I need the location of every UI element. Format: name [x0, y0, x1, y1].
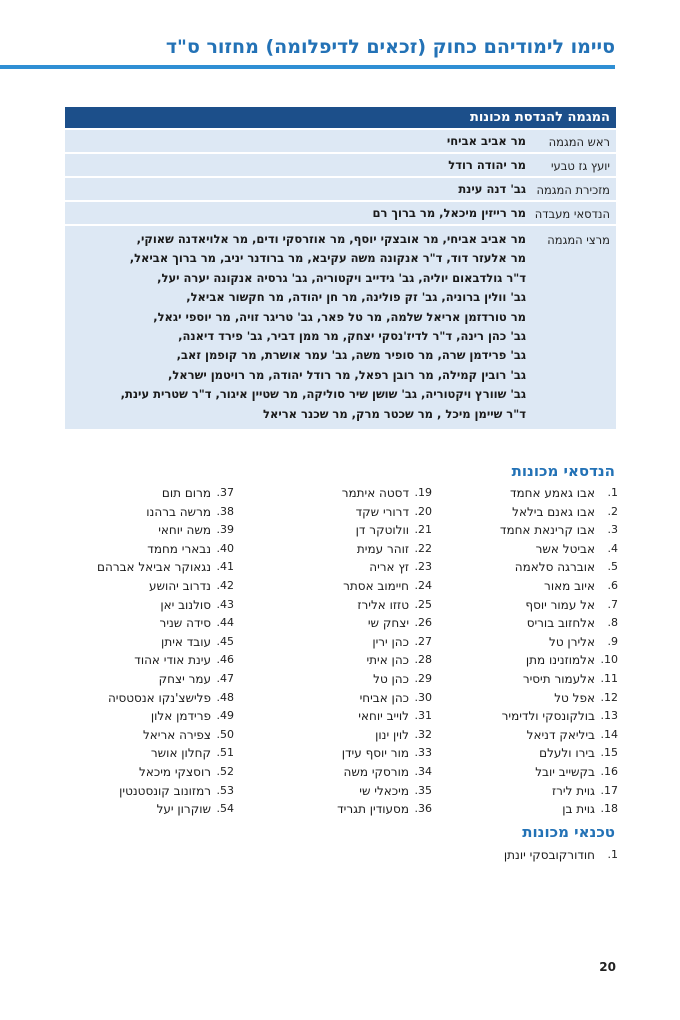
- item-number: 10.: [600, 653, 618, 667]
- item-number: 4.: [607, 541, 618, 555]
- list-item: [54, 577, 234, 596]
- graduate-name: אלמוזנינו מתן: [525, 653, 595, 668]
- item-number: 37.: [216, 486, 234, 499]
- list-item: [252, 726, 432, 745]
- names-line: גב' וולין ברוניה, גב' זק פולינה, מר חן יהודה, מר חקשור אביאל,: [186, 290, 526, 305]
- graduate-name: צפירה אריאל: [142, 727, 211, 742]
- item-number: 17.: [600, 783, 618, 797]
- graduate-name: אפל טל: [554, 690, 595, 705]
- graduate-name: לוייב יוחאי: [358, 709, 409, 724]
- item-number: 39.: [216, 523, 234, 537]
- item-number: 43.: [216, 597, 234, 611]
- department-table: [65, 107, 616, 429]
- graduate-name: זוהר עמית: [356, 541, 409, 556]
- item-number: 25.: [414, 597, 432, 611]
- graduate-name: רוסצקי מיכאל: [139, 764, 211, 779]
- graduate-name: פרידמן אלון: [150, 709, 211, 724]
- item-number: 54.: [216, 802, 234, 816]
- names-line: ד"ר גולדבאום יוליה, גב' גידייב ויקטוריה, גב' גרסיה אנקונה יערה יעל,: [157, 270, 526, 285]
- list-item: [448, 540, 618, 559]
- list-item: [448, 484, 618, 503]
- graduate-name: אבו קרינאת אחמד: [499, 523, 595, 538]
- technicians-section-title: טכנאי מכונות: [522, 823, 615, 841]
- list-item: [252, 521, 432, 540]
- graduate-name: אבו גאנם בילאל: [512, 504, 595, 519]
- names-line: גב' רובין קמילה, מר רובן רפאל, מר רודל יהודה, מר רויטמן ישראל,: [167, 367, 526, 382]
- names-line: מר טורדזמן אריאל שלמה, מר טל פאר, גב' טריגר זויה, מר יוספי יגאל,: [153, 309, 526, 324]
- item-number: 34.: [414, 764, 432, 778]
- list-item: [54, 744, 234, 763]
- graduate-name: כהן אביחי: [359, 690, 409, 705]
- item-number: 5.: [607, 560, 618, 574]
- item-number: 31.: [414, 709, 432, 723]
- graduate-name: שוקרון יעל: [156, 802, 211, 817]
- item-number: 12.: [600, 690, 618, 704]
- item-number: 13.: [600, 709, 618, 723]
- graduate-name: בקשייב יובל: [535, 764, 595, 779]
- graduate-name: עינת אודי אהוד: [134, 653, 211, 668]
- graduate-name: כהן טל: [373, 671, 409, 686]
- item-number: 1.: [607, 848, 618, 861]
- graduate-name: נגאוקר אביאל אברהם: [97, 560, 211, 575]
- role-label: יועץ גז טבעי: [550, 159, 610, 173]
- graduate-name: כהן ירין: [372, 634, 409, 649]
- list-item: [54, 540, 234, 559]
- item-number: 2.: [607, 504, 618, 518]
- item-number: 19.: [414, 486, 432, 499]
- graduate-name: יצחק שי: [367, 616, 409, 631]
- list-item: [54, 800, 234, 819]
- list-item: [448, 558, 618, 577]
- list-item: [252, 577, 432, 596]
- list-item: [54, 614, 234, 633]
- technicians-list: [418, 846, 618, 865]
- list-item: [252, 782, 432, 801]
- list-item: [54, 726, 234, 745]
- item-number: 7.: [607, 597, 618, 611]
- graduates-column-2: [252, 484, 432, 819]
- names-line: מר אביב אביחי: [446, 134, 526, 148]
- list-item: [252, 484, 432, 503]
- names-line: גב' שוורץ ויקטוריה, גב' שושן שיר סוליקה, מר שטיין איגור, ד"ר שטרית עינת,: [120, 387, 526, 402]
- list-item: [252, 707, 432, 726]
- list-item: [252, 614, 432, 633]
- role-label: מרצי המגמה: [547, 233, 610, 247]
- item-number: 22.: [414, 541, 432, 555]
- role-label: ראש המגמה: [548, 135, 610, 149]
- item-number: 29.: [414, 671, 432, 685]
- graduate-name: מסעודין תגריד: [337, 802, 409, 817]
- graduate-name: ביליאק דניאל: [526, 727, 595, 742]
- graduate-name: אבו גאמע אחמד: [509, 486, 595, 500]
- list-item: [448, 503, 618, 522]
- list-item: [448, 651, 618, 670]
- graduate-name: סולנוב יאן: [160, 597, 211, 612]
- page-number: 20: [599, 960, 616, 974]
- graduate-name: נדרוב יהושע: [149, 578, 211, 593]
- department-row: [65, 154, 616, 176]
- graduate-name: אלירן טל: [549, 634, 595, 649]
- item-number: 33.: [414, 746, 432, 760]
- item-number: 45.: [216, 634, 234, 648]
- names-line: מר יהודה רודל: [448, 158, 526, 172]
- list-item: [448, 707, 618, 726]
- item-number: 46.: [216, 653, 234, 667]
- department-row: [65, 226, 616, 429]
- item-number: 47.: [216, 671, 234, 685]
- list-item: [54, 689, 234, 708]
- graduate-name: כהן איתי: [366, 653, 409, 668]
- list-item: [252, 670, 432, 689]
- item-number: 44.: [216, 616, 234, 630]
- list-item: [54, 707, 234, 726]
- graduate-name: נבארי מחמד: [147, 541, 211, 556]
- graduate-name: בולקונסקי ולדימיר: [501, 709, 595, 724]
- graduate-name: משה יוחאי: [158, 523, 211, 538]
- engineers-section-title: הנדסאי מכונות: [511, 462, 615, 480]
- graduate-name: איוב מאור: [544, 578, 595, 593]
- role-names: [65, 178, 532, 200]
- graduate-name: אלחזוב בוריס: [526, 616, 595, 631]
- page-title: סיימו לימודיהם כחוק (זכאים לדיפלומה) מחזור ס"ד: [165, 36, 615, 58]
- graduate-name: סידה שניר: [159, 616, 211, 631]
- graduates-column-1: [448, 484, 618, 819]
- list-item: [54, 633, 234, 652]
- graduate-name: לוין ינון: [375, 727, 409, 742]
- list-item: [448, 633, 618, 652]
- list-item: [252, 558, 432, 577]
- graduate-name: קחלון אושר: [150, 746, 211, 761]
- graduate-name: עובד איתן: [161, 634, 211, 649]
- item-number: 9.: [607, 634, 618, 648]
- names-line: גב' כהן רינה, ד"ר לדיז'נסקי יצחק, מר ממן דביר, גב' פירד דיאנה,: [178, 329, 526, 344]
- department-header: המגמה להנדסת מכונות: [65, 107, 616, 128]
- list-item: [448, 800, 618, 819]
- item-number: 6.: [607, 578, 618, 592]
- graduate-name: גוית לירז: [551, 783, 595, 798]
- item-number: 8.: [607, 616, 618, 630]
- role-names: [65, 226, 532, 429]
- names-line: גב' דנה עינת: [458, 182, 526, 196]
- item-number: 27.: [414, 634, 432, 648]
- graduate-name: אביטל אשר: [535, 541, 595, 556]
- item-number: 42.: [216, 578, 234, 592]
- department-row: [65, 202, 616, 224]
- list-item: [54, 651, 234, 670]
- department-row: [65, 178, 616, 200]
- item-number: 50.: [216, 727, 234, 741]
- list-item: [448, 596, 618, 615]
- item-number: 51.: [216, 746, 234, 760]
- names-line: מר רייזין מיכאל, מר ברוך רם: [372, 206, 526, 220]
- role-names: [65, 202, 532, 224]
- list-item: [252, 689, 432, 708]
- item-number: 36.: [414, 802, 432, 816]
- list-item: [448, 614, 618, 633]
- item-number: 41.: [216, 560, 234, 574]
- item-number: 28.: [414, 653, 432, 667]
- item-number: 30.: [414, 690, 432, 704]
- list-item: [54, 763, 234, 782]
- graduate-name: עמר יצחק: [158, 671, 211, 686]
- list-item: [252, 540, 432, 559]
- list-item: [54, 558, 234, 577]
- graduate-name: זץ אריה: [369, 560, 409, 575]
- item-number: 20.: [414, 504, 432, 518]
- list-item: [448, 689, 618, 708]
- item-number: 14.: [600, 727, 618, 741]
- list-item: [252, 503, 432, 522]
- graduate-name: דסטה איתמר: [341, 486, 409, 500]
- role-label: הנדסאי מעבדה: [534, 207, 610, 221]
- list-item: [252, 633, 432, 652]
- names-line: מר אלעזר דוד, ד"ר אנקונה משה עקיבא, מר ברודנר יניב, מר ברוך אביאל,: [129, 251, 526, 266]
- item-number: 38.: [216, 504, 234, 518]
- list-item: [418, 846, 618, 865]
- list-item: [252, 744, 432, 763]
- list-item: [252, 800, 432, 819]
- graduate-name: פלישצ'נקו אנסטסיה: [107, 690, 211, 705]
- role-label: מזכירת המגמה: [536, 183, 610, 197]
- item-number: 15.: [600, 746, 618, 760]
- list-item: [448, 782, 618, 801]
- list-item: [54, 503, 234, 522]
- graduate-name: מרום תום: [161, 486, 211, 500]
- item-number: 48.: [216, 690, 234, 704]
- item-number: 40.: [216, 541, 234, 555]
- graduate-name: דרורי שקד: [355, 504, 409, 519]
- item-number: 52.: [216, 764, 234, 778]
- list-item: [54, 521, 234, 540]
- list-item: [54, 596, 234, 615]
- item-number: 35.: [414, 783, 432, 797]
- names-line: ד"ר שיימן מיכל , מר שכטר מרק, מר שכנר אריאל: [263, 406, 526, 421]
- list-item: [252, 596, 432, 615]
- graduate-name: גוית בן: [562, 802, 595, 817]
- graduate-name: מיכאלי שי: [359, 783, 409, 798]
- item-number: 53.: [216, 783, 234, 797]
- list-item: [448, 763, 618, 782]
- role-names: [65, 154, 532, 176]
- item-number: 21.: [414, 523, 432, 537]
- graduate-name: אל עמור יוסף: [525, 597, 595, 612]
- item-number: 11.: [600, 671, 618, 685]
- graduate-name: מורסקי משה: [343, 764, 409, 779]
- names-line: גב' פרידמן שרה, מר סופיר משה, גב' עמר אושרת, מר קופמן זאב,: [176, 348, 526, 363]
- graduate-name: מור יוסף עידן: [341, 746, 409, 761]
- graduate-name: מרשה ברהנו: [146, 504, 211, 519]
- item-number: 26.: [414, 616, 432, 630]
- item-number: 23.: [414, 560, 432, 574]
- graduate-name: וולוטקר דן: [355, 523, 409, 538]
- graduate-name: אלעמור תיסיר: [522, 671, 595, 686]
- item-number: 49.: [216, 709, 234, 723]
- list-item: [54, 484, 234, 503]
- item-number: 3.: [607, 523, 618, 537]
- graduate-name: רמזונוב קונסטנטין: [119, 783, 211, 798]
- item-number: 1.: [607, 486, 618, 499]
- list-item: [54, 782, 234, 801]
- list-item: [448, 726, 618, 745]
- list-item: [448, 744, 618, 763]
- item-number: 18.: [600, 802, 618, 816]
- graduate-name: טזזו אלירז: [357, 597, 409, 612]
- list-item: [448, 577, 618, 596]
- title-rule: [0, 65, 615, 69]
- department-row: [65, 130, 616, 152]
- names-line: מר אביב אביחי, מר אובצקי יוסף, מר אוזרסקי ודים, מר אלויאדנה שאוקי,: [136, 232, 526, 246]
- item-number: 16.: [600, 764, 618, 778]
- graduate-name: חודורקובסקי יונתן: [503, 848, 595, 862]
- list-item: [54, 670, 234, 689]
- graduate-name: אוברגה סלאמה: [514, 560, 595, 575]
- item-number: 32.: [414, 727, 432, 741]
- list-item: [252, 763, 432, 782]
- graduate-name: חיימוב אסתר: [343, 578, 409, 593]
- graduate-name: בירו ולעלם: [539, 746, 595, 761]
- item-number: 24.: [414, 578, 432, 592]
- list-item: [252, 651, 432, 670]
- role-names: [65, 130, 532, 152]
- graduates-column-3: [54, 484, 234, 819]
- list-item: [448, 670, 618, 689]
- list-item: [448, 521, 618, 540]
